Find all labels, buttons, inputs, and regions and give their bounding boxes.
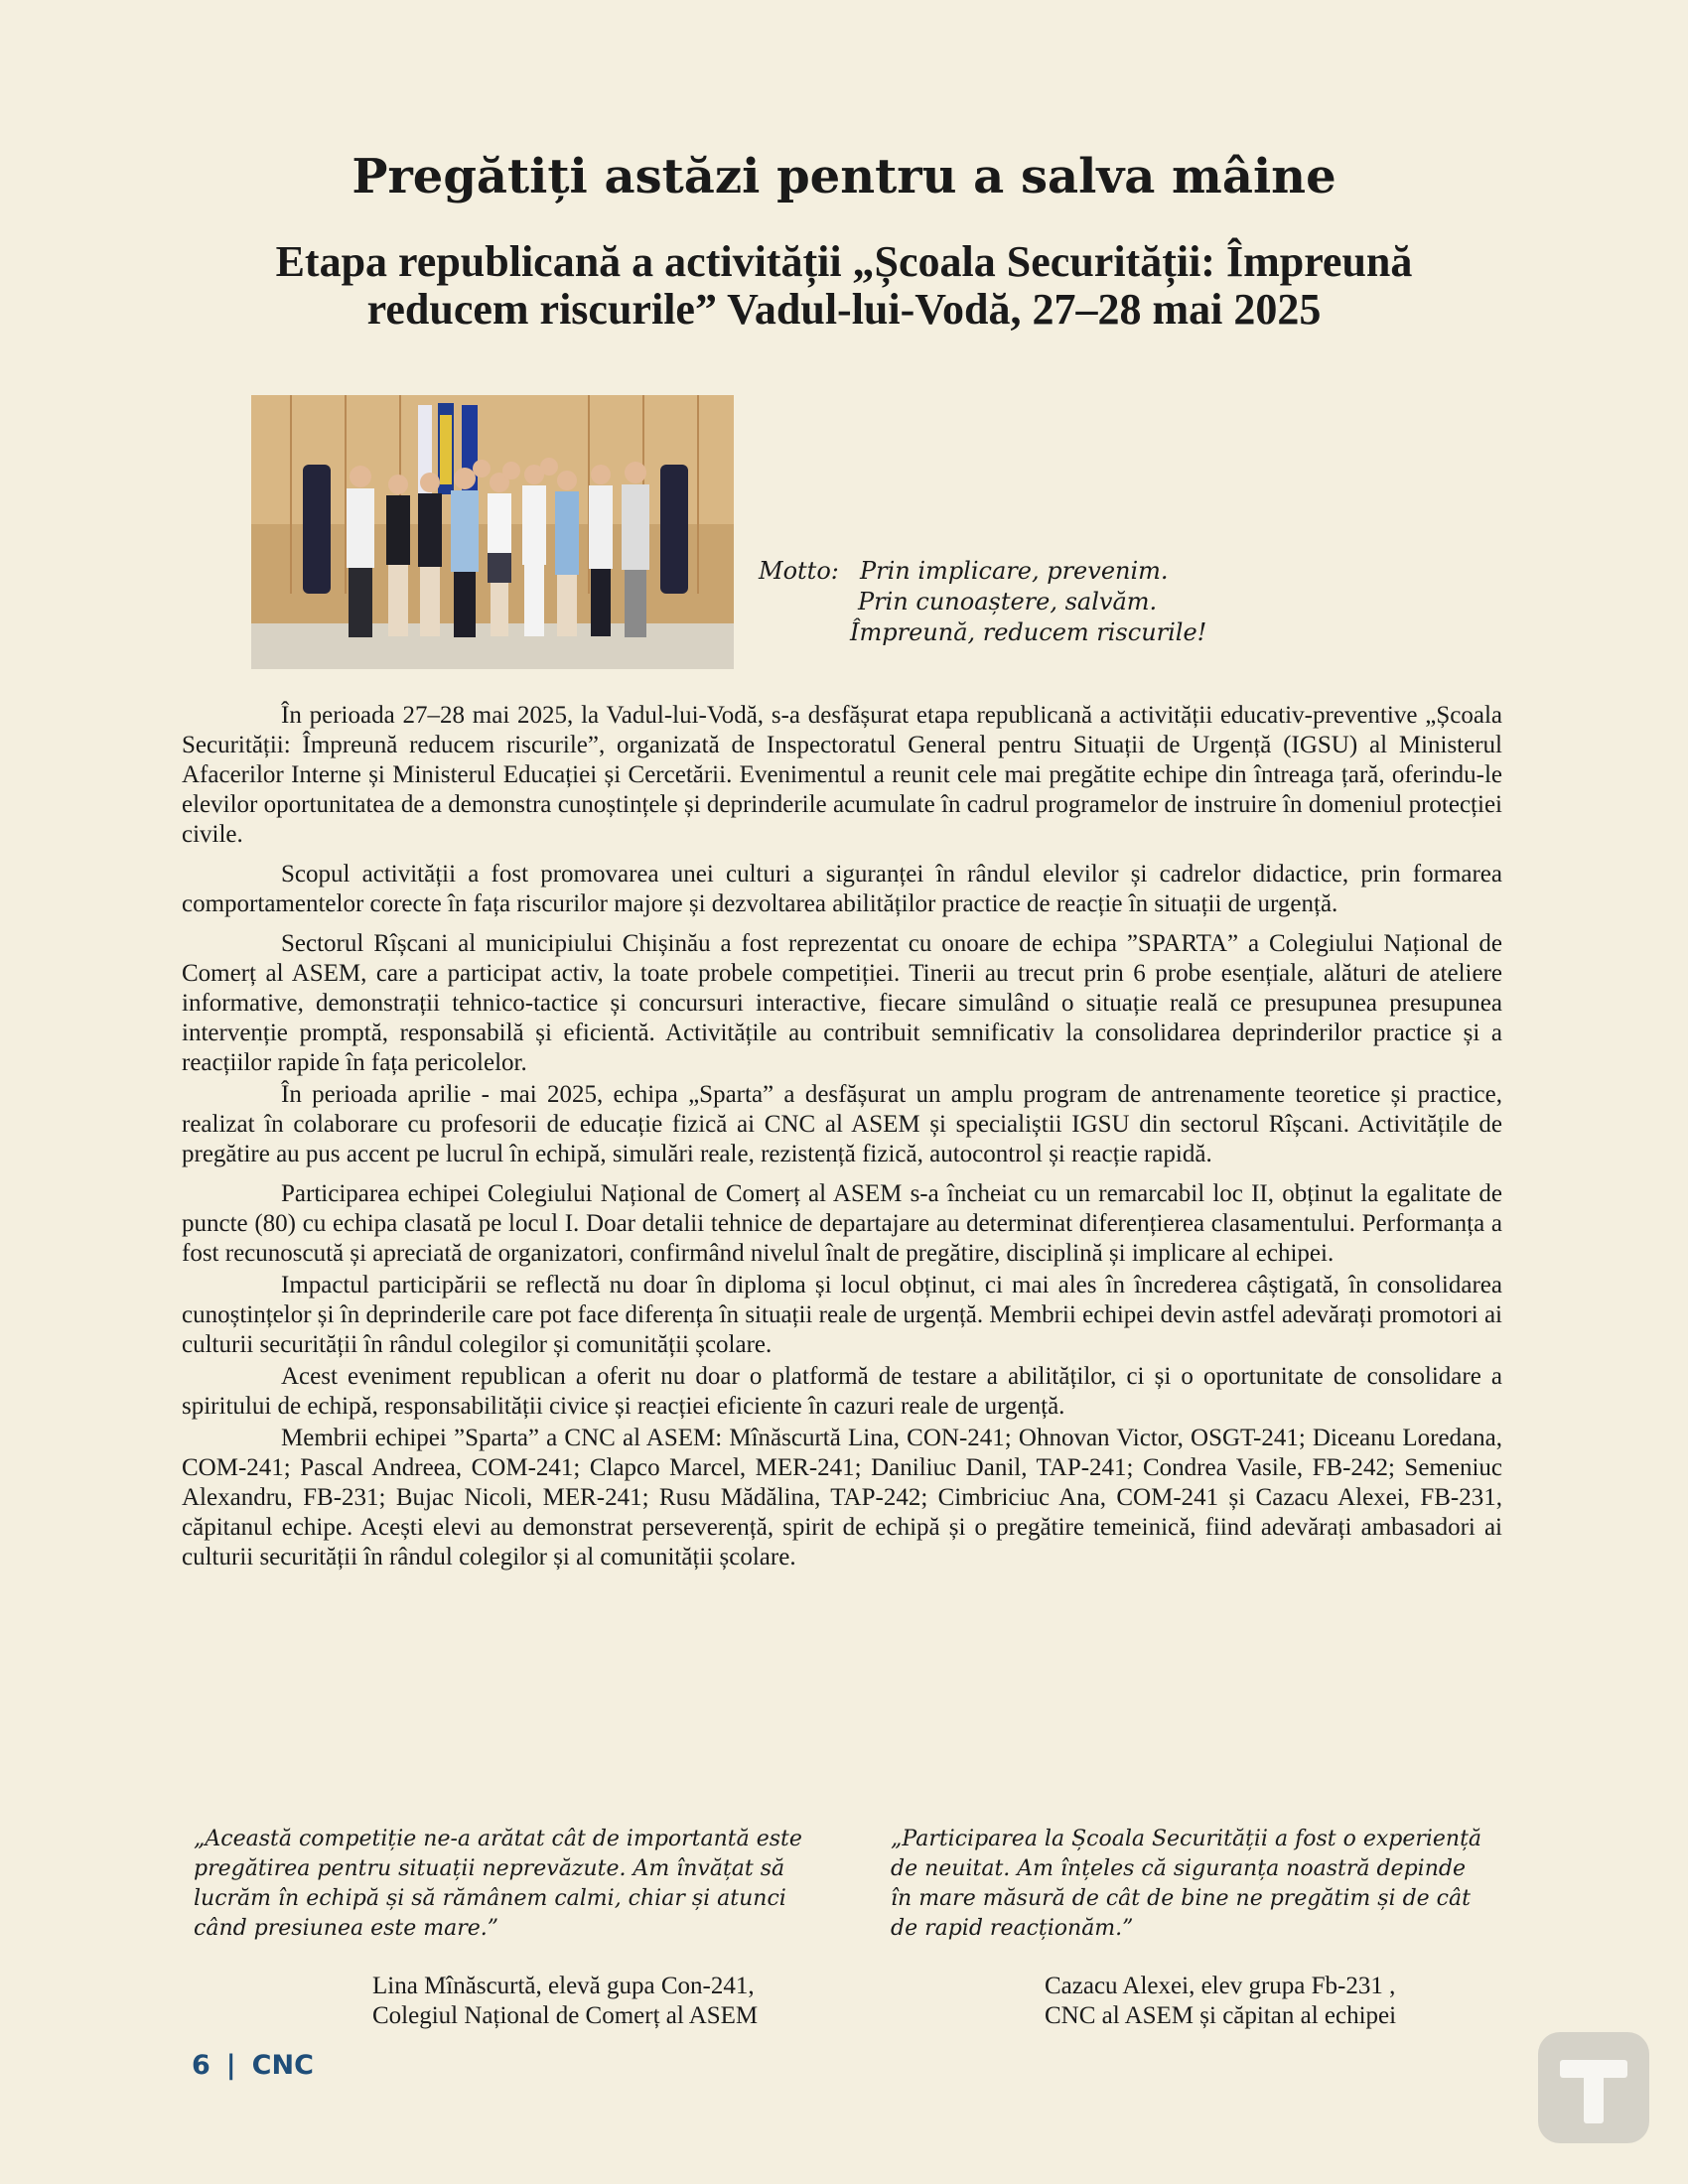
paragraph: Membrii echipei ”Sparta” a CNC al ASEM: Mînăscurtă Lina, CON-241; Ohnovan Victor, OSGT-241; Diceanu Loredana, COM-241; Pascal Andreea, COM-241; Clapco Marcel, MER-241; Daniliuc Danil, TAP-241; Condrea Vasile, FB-242; Semeniuc Alexandru, FB-231; Bujac Nicoli, MER-241; Rusu Mădălina, TAP-242; Cimbriciuc Ana, COM-241 și Cazacu Alexei, FB-231, căpitanul echipe. Acești elevi au demonstrat perseverență, spirit de echipă și o pregătire temeinică, fiind adevărați ambasadori ai culturii securității în rândul colegilor și al comunității școlare. <box>182 1425 1502 1570</box>
testimonial-quote-2: „Participarea la Școala Securității a fost o experiență de neuitat. Am înțeles că siguranța noastră depinde în mare măsură de cât de bine ne pregătim și de cât de rapid reacționăm.” <box>891 1827 1482 1941</box>
motto-line-3: Împreună, reducem riscurile! <box>850 618 1207 646</box>
paragraph: Participarea echipei Colegiului Național de Comerț al ASEM s-a încheiat cu un remarcabil loc II, obținut la egalitate de puncte (80) cu echipa clasată pe locul I. Doar detalii tehnice de departajare au determinat diferențierea clasamentului. Performanța a fost recunoscută și apreciată de organizatori, confirmând nivelul înalt de pregătire, disciplină și implicare al echipei. <box>182 1180 1502 1267</box>
article-body <box>182 701 1502 1582</box>
team-photo-illustration <box>251 395 734 669</box>
motto-line-2: Prin cunoaștere, salvăm. <box>858 588 1158 615</box>
paragraph: Impactul participării se reflectă nu doar în diploma și locul obținut, ci mai ales în încrederea câștigată, în consolidarea cunoștințelor și în deprinderile care pot face diferența în situații reale de urgență. Membrii echipei devin astfel adevărați promotori ai culturii securității în rândul colegilor și comunității școlare. <box>182 1272 1502 1358</box>
paragraph: Scopul activității a fost promovarea unei culturi a siguranței în rândul elevilor și cadrelor didactice, prin formarea comportamentelor corecte în fața riscurilor majore și dezvoltarea abilităților practice de reacție în situații de urgență. <box>182 861 1502 917</box>
page-number: 6 <box>192 2050 211 2081</box>
paragraph: În perioada aprilie - mai 2025, echipa „Sparta” a desfășurat un amplu program de antrenamente teoretice și practice, realizat în colaborare cu profesorii de educație fizică ai CNC al ASEM și specialiștii IGSU din sectorul Rîșcani. Activitățile de pregătire au pus accent pe lucrul în echipă, simulări reale, rezistență fizică, autocontrol și reacție rapidă. <box>182 1081 1502 1167</box>
testimonial-quote-1: „Această competiție ne-a arătat cât de importantă este pregătirea pentru situații neprevăzute. Am învățat să lucrăm în echipă și să rămânem calmi, chiar și atunci când presiunea este mare.” <box>194 1827 802 1941</box>
subtitle-line-2: reducem riscurile” Vadul-lui-Vodă, 27–28 mai 2025 <box>366 285 1322 334</box>
testimonial-author-2: Cazacu Alexei, elev grupa Fb-231 , CNC al ASEM și căpitan al echipei <box>1045 1973 1397 2029</box>
subtitle-line-1: Etapa republicană a activității „Școala Securității: Împreună <box>275 237 1413 286</box>
t-letter-logo-icon <box>1538 2032 1649 2143</box>
motto-line-1: Motto: Prin implicare, prevenim. <box>759 557 1169 585</box>
article-subtitle <box>248 238 1440 334</box>
paragraph: Acest eveniment republican a oferit nu doar o platformă de testare a abilităților, ci și o oportunitate de consolidare a spiritului de echipă, responsabilității civice și reacției eficiente în cazuri reale de urgență. <box>182 1363 1502 1420</box>
footer-separator: | <box>225 2050 236 2081</box>
motto-block <box>759 556 1206 648</box>
paragraph: În perioada 27–28 mai 2025, la Vadul-lui-Vodă, s-a desfășurat etapa republicană a activității educativ-preventive „Școala Securității: Împreună reducem riscurile”, organizată de Inspectoratul General pentru Situații de Urgență (IGSU) al Ministerul Afacerilor Interne și Ministerul Educației și Cercetării. Evenimentul a reunit cele mai pregătite echipe din întreaga țară, oferindu-le elevilor oportunitatea de a demonstra cunoștințele și deprinderile acumulate în cadrul programelor de instruire în domeniul protecției civile. <box>182 702 1502 848</box>
motto-label: Motto: <box>759 557 839 585</box>
publication-name: CNC <box>251 2050 314 2081</box>
page-footer <box>192 2050 314 2081</box>
article-title: Pregătiți astăzi pentru a salva mâine <box>352 149 1336 205</box>
paragraph: Sectorul Rîșcani al municipiului Chișinău a fost reprezentat cu onoare de echipa ”SPARTA” a Colegiului Național de Comerț al ASEM, care a participat activ, la toate probele competiției. Tinerii au trecut prin 6 probe esențiale, alături de ateliere informative, demonstrații tehnico-tactice și concursuri interactive, fiecare simulând o situație reală ce presupunea presupunea intervenție promptă, responsabilă și eficientă. Activitățile au contribuit semnificativ la consolidarea deprinderilor practice și a reacțiilor rapide în fața pericolelor. <box>182 930 1502 1076</box>
team-photo <box>251 395 734 669</box>
testimonial-author-1: Lina Mînăscurtă, elevă gupa Con-241, Colegiul Național de Comerț al ASEM <box>372 1973 759 2029</box>
